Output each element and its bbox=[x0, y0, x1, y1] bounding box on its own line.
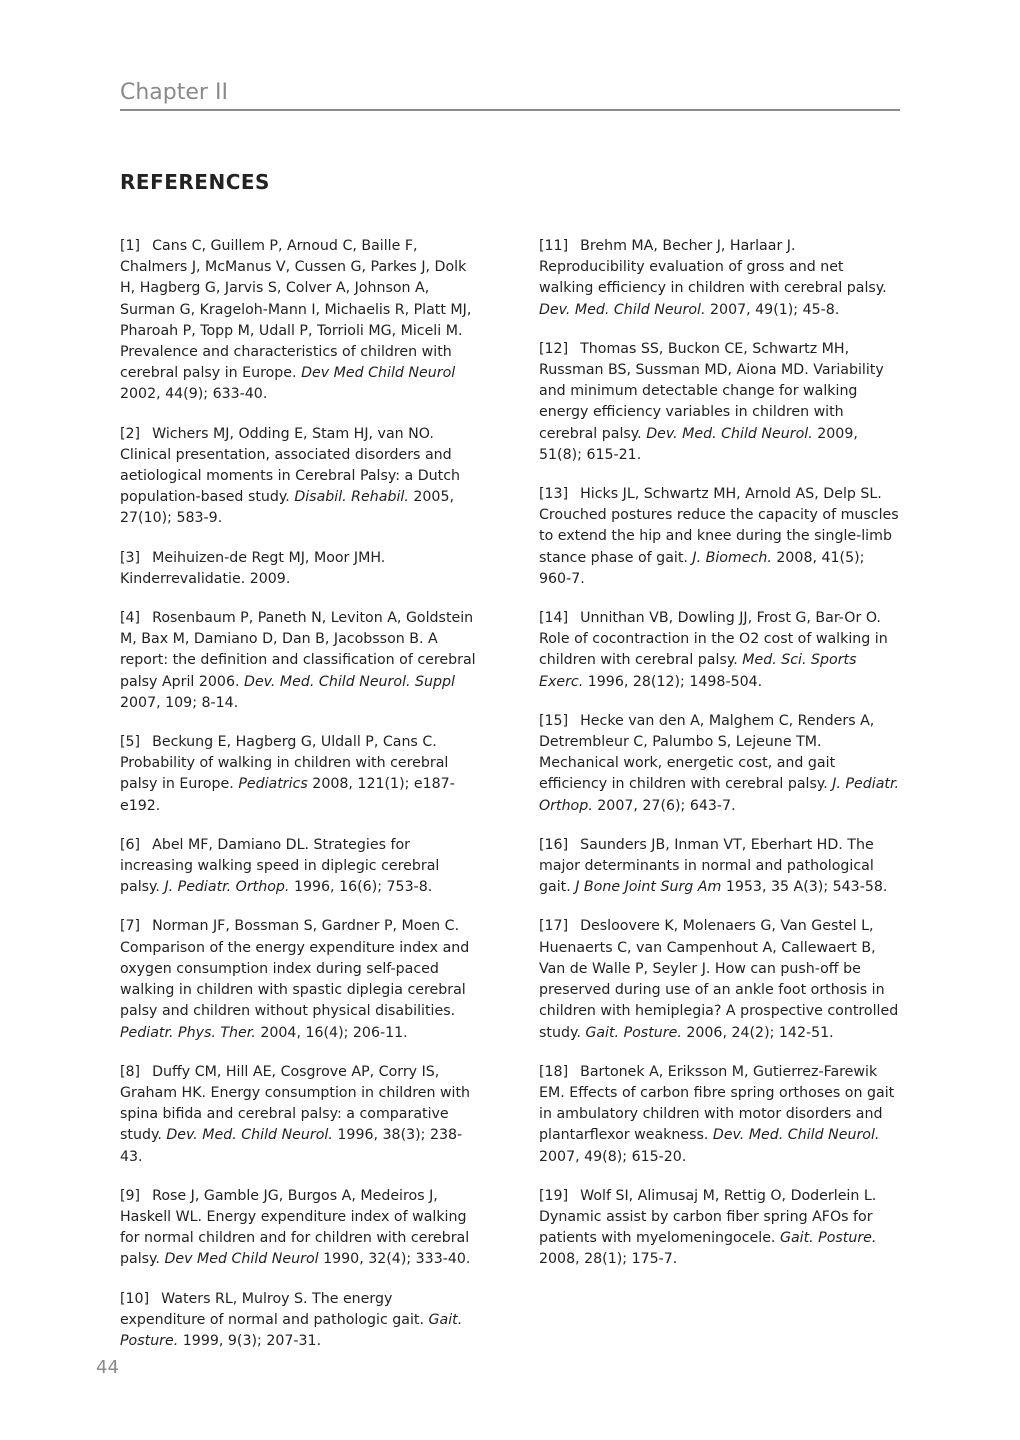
reference-journal: Dev Med Child Neurol bbox=[301, 365, 456, 382]
reference-citation: 2006, 24(2); 142-51. bbox=[686, 1024, 834, 1041]
reference-item bbox=[120, 548, 482, 590]
reference-citation: 2005, 27(10); 583-9. bbox=[120, 489, 454, 527]
reference-number: [7] bbox=[120, 918, 141, 935]
reference-journal: Dev Med Child Neurol bbox=[164, 1251, 319, 1268]
reference-text: Cans C, Guillem P, Arnoud C, Baille F, Chalmers J, McManus V, Cussen G, Parkes J, Dolk H, Hagberg G, Jarvis S, Colver A, Johnson A, Surman G, Krageloh-Mann I, Michaelis R, Platt MJ, Pharoah P, Topp M, Udall P, Torrioli MG, Miceli M. Prevalence and characteristics of children with cerebral palsy in Europe. bbox=[120, 238, 472, 382]
reference-citation: 1996, 28(12); 1498-504. bbox=[587, 673, 763, 690]
reference-text: Bartonek A, Eriksson M, Gutierrez-Farewik EM. Effects of carbon fibre spring orthoses on gait in ambulatory children with motor disorders and plantarflexor weakness. bbox=[539, 1063, 895, 1144]
reference-text: Waters RL, Mulroy S. The energy expenditure of normal and pathologic gait. bbox=[120, 1290, 424, 1328]
reference-item bbox=[539, 1186, 901, 1271]
page-number: 44 bbox=[96, 1357, 119, 1378]
reference-journal: J. Biomech. bbox=[692, 549, 772, 566]
reference-item bbox=[539, 339, 901, 466]
reference-number: [9] bbox=[120, 1187, 141, 1204]
reference-item bbox=[120, 236, 482, 406]
reference-journal: Gait. Posture. bbox=[585, 1024, 682, 1041]
reference-item bbox=[539, 835, 901, 899]
reference-number: [2] bbox=[120, 425, 141, 442]
reference-journal: J. Pediatr. Orthop. bbox=[164, 879, 290, 896]
reference-text: Rosenbaum P, Paneth N, Leviton A, Goldstein M, Bax M, Damiano D, Dan B, Jacobsson B. A report: the definition and classification of cerebral palsy April 2006. bbox=[120, 610, 476, 690]
reference-number: [3] bbox=[120, 549, 141, 566]
reference-citation: 2007, 109; 8-14. bbox=[120, 694, 239, 711]
reference-citation: 1990, 32(4); 333-40. bbox=[323, 1251, 471, 1268]
reference-text: Hecke van den A, Malghem C, Renders A, Detrembleur C, Palumbo S, Lejeune TM. Mechanical work, energetic cost, and gait efficiency in children with cerebral palsy. bbox=[539, 712, 875, 793]
reference-citation: 2007, 27(6); 643-7. bbox=[597, 797, 736, 814]
reference-citation: 2008, 41(5); 960-7. bbox=[539, 549, 865, 587]
reference-number: [5] bbox=[120, 734, 141, 751]
reference-text: Norman JF, Bossman S, Gardner P, Moen C. Comparison of the energy expenditure index and oxygen consumption index during self-paced walking in children with spastic diplegia cerebral palsy and children without physical disabilities. bbox=[120, 918, 470, 1020]
reference-journal: Gait. Posture. bbox=[120, 1311, 463, 1349]
chapter-header bbox=[120, 78, 900, 111]
reference-number: [11] bbox=[539, 238, 569, 254]
reference-citation: 2009, 51(8); 615-21. bbox=[539, 425, 858, 463]
reference-text: Abel MF, Damiano DL. Strategies for increasing walking speed in diplegic cerebral palsy. bbox=[120, 836, 440, 896]
reference-text: Beckung E, Hagberg G, Uldall P, Cans C. Probability of walking in children with cerebral palsy in Europe. bbox=[120, 734, 449, 793]
reference-journal: Disabil. Rehabil. bbox=[294, 489, 409, 506]
reference-item bbox=[120, 835, 482, 899]
reference-text: Saunders JB, Inman VT, Eberhart HD. The major determinants in normal and pathological gait. bbox=[539, 836, 874, 896]
reference-number: [16] bbox=[539, 836, 569, 853]
reference-citation: 1996, 16(6); 753-8. bbox=[293, 879, 433, 896]
reference-journal: Gait. Posture. bbox=[779, 1230, 877, 1247]
reference-item bbox=[120, 916, 482, 1043]
section-title: REFERENCES bbox=[120, 170, 270, 194]
reference-text: Thomas SS, Buckon CE, Schwartz MH, Russman BS, Sussman MD, Aiona MD. Variability and minimum detectable change for walking energy efficiency variables in children with cerebral palsy. bbox=[539, 340, 884, 442]
reference-number: [14] bbox=[539, 610, 569, 627]
reference-citation: 2008, 28(1); 175-7. bbox=[539, 1251, 678, 1268]
reference-citation: 2004, 16(4); 206-11. bbox=[260, 1024, 408, 1041]
reference-item bbox=[539, 916, 901, 1043]
references-right-column bbox=[539, 236, 901, 1289]
reference-item bbox=[539, 236, 901, 321]
reference-number: [15] bbox=[539, 712, 569, 729]
reference-journal: Dev. Med. Child Neurol. bbox=[166, 1127, 333, 1144]
reference-number: [18] bbox=[539, 1063, 569, 1080]
reference-item bbox=[120, 1289, 482, 1353]
reference-text: Meihuizen-de Regt MJ, Moor JMH. Kinderrevalidatie. 2009. bbox=[120, 549, 386, 587]
reference-text: Wichers MJ, Odding E, Stam HJ, van NO. Clinical presentation, associated disorders and aetiological moments in Cerebral Palsy: a Dutch population-based study. bbox=[120, 425, 461, 506]
reference-citation: 2007, 49(8); 615-20. bbox=[539, 1148, 687, 1165]
reference-text: Unnithan VB, Dowling JJ, Frost G, Bar-Or O. Role of cocontraction in the O2 cost of walking in children with cerebral palsy. bbox=[539, 610, 888, 669]
reference-number: [1] bbox=[120, 238, 141, 254]
reference-journal: Med. Sci. Sports Exerc. bbox=[539, 652, 857, 690]
reference-item bbox=[539, 1062, 901, 1168]
reference-number: [17] bbox=[539, 918, 569, 935]
reference-journal: Dev. Med. Child Neurol. bbox=[712, 1127, 880, 1144]
reference-item bbox=[120, 424, 482, 530]
reference-number: [8] bbox=[120, 1063, 141, 1080]
reference-citation: 1999, 9(3); 207-31. bbox=[182, 1332, 322, 1349]
reference-journal: Pediatrics bbox=[238, 776, 308, 793]
reference-item bbox=[120, 1186, 482, 1271]
reference-text: Duffy CM, Hill AE, Cosgrove AP, Corry IS, Graham HK. Energy consumption in children with spina bifida and cerebral palsy: a comparative study. bbox=[120, 1063, 471, 1144]
reference-text: Desloovere K, Molenaers G, Van Gestel L, Huenaerts C, van Campenhout A, Callewaert B, Van de Walle P, Seyler J. How can push-off be preserved during use of an ankle foot orthosis in children with hemiplegia? A prospective controlled study. bbox=[539, 918, 899, 1041]
reference-item bbox=[539, 608, 901, 693]
reference-journal: Dev. Med. Child Neurol. Suppl bbox=[244, 673, 455, 690]
reference-journal: Pediatr. Phys. Ther. bbox=[120, 1024, 256, 1041]
reference-item bbox=[539, 484, 901, 590]
reference-citation: 1953, 35 A(3); 543-58. bbox=[725, 879, 888, 896]
reference-citation: 1996, 38(3); 238-43. bbox=[120, 1127, 463, 1165]
reference-number: [10] bbox=[120, 1290, 150, 1307]
reference-text: Brehm MA, Becher J, Harlaar J. Reproducibility evaluation of gross and net walking efficiency in children with cerebral palsy. bbox=[539, 238, 887, 297]
reference-journal: Dev. Med. Child Neurol. bbox=[646, 425, 813, 442]
reference-item bbox=[120, 1062, 482, 1168]
reference-number: [6] bbox=[120, 836, 141, 853]
reference-text: Wolf SI, Alimusaj M, Rettig O, Doderlein L. Dynamic assist by carbon fiber spring AFOs for patients with myelomeningocele. bbox=[539, 1187, 877, 1247]
reference-item bbox=[120, 608, 482, 714]
reference-item bbox=[539, 711, 901, 817]
reference-journal: J Bone Joint Surg Am bbox=[575, 879, 722, 896]
reference-journal: J. Pediatr. Orthop. bbox=[539, 776, 900, 814]
reference-number: [13] bbox=[539, 486, 569, 503]
reference-text: Rose J, Gamble JG, Burgos A, Medeiros J, Haskell WL. Energy expenditure index of walking for normal children and for children with cerebral palsy. bbox=[120, 1187, 470, 1268]
reference-item bbox=[120, 732, 482, 817]
reference-number: [4] bbox=[120, 610, 141, 627]
references-left-column bbox=[120, 236, 482, 1370]
reference-text: Hicks JL, Schwartz MH, Arnold AS, Delp SL. Crouched postures reduce the capacity of muscles to extend the hip and knee during the single-limb stance phase of gait. bbox=[539, 486, 899, 566]
reference-citation: 2008, 121(1); e187-e192. bbox=[120, 776, 455, 814]
reference-number: [12] bbox=[539, 340, 569, 357]
reference-number: [19] bbox=[539, 1187, 569, 1204]
reference-citation: 2007, 49(1); 45-8. bbox=[710, 301, 840, 318]
chapter-title: Chapter II bbox=[120, 80, 228, 105]
reference-citation: 2002, 44(9); 633-40. bbox=[120, 386, 268, 403]
reference-journal: Dev. Med. Child Neurol. bbox=[539, 301, 706, 318]
